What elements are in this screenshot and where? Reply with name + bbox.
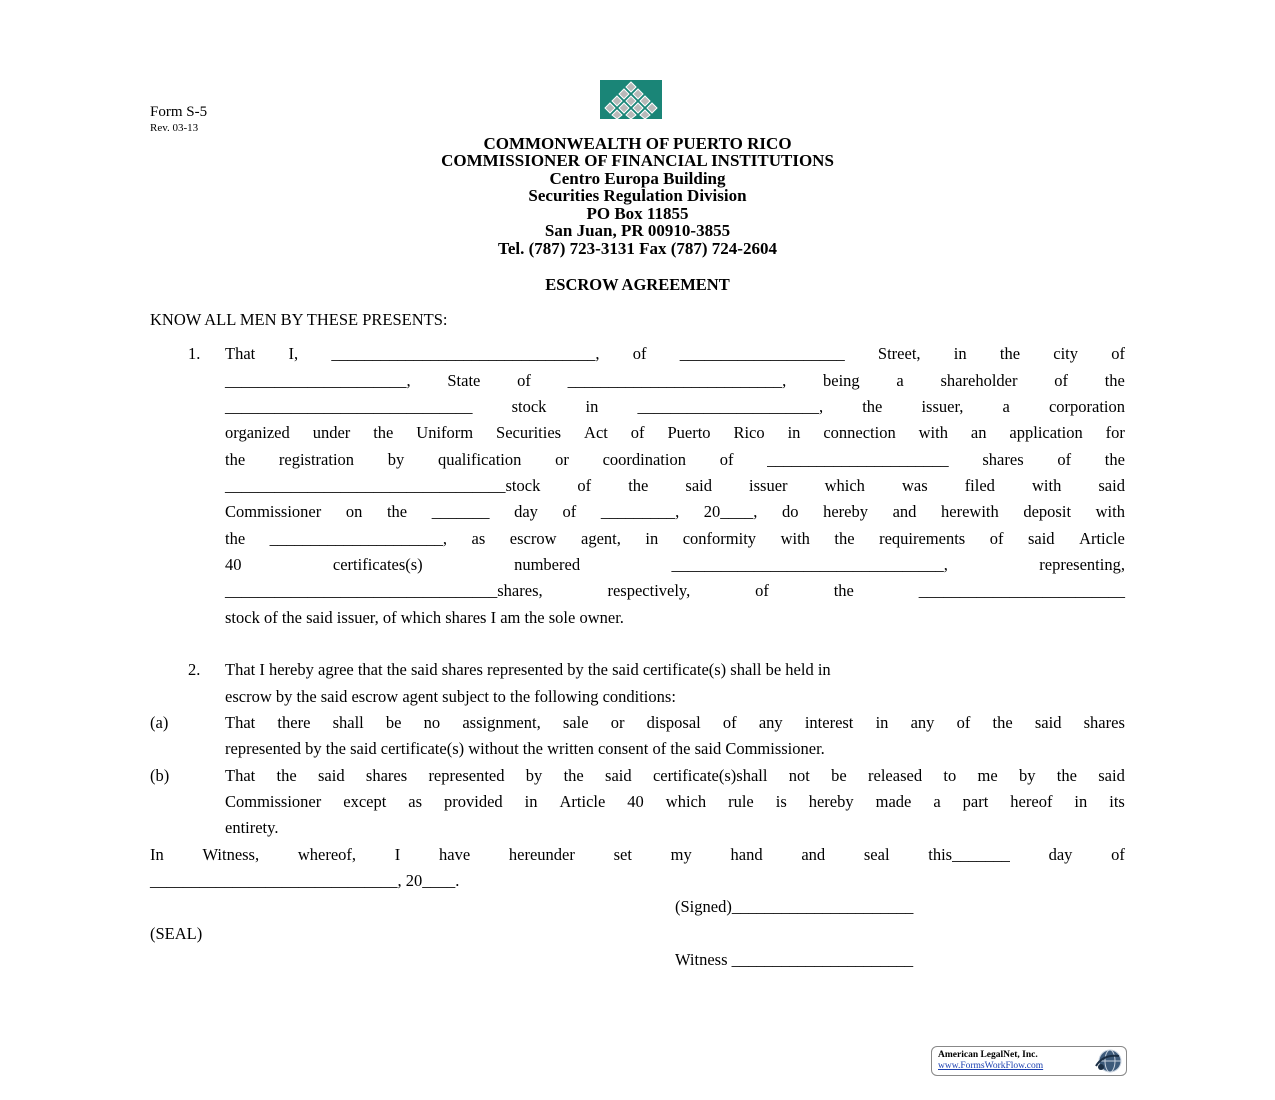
word: not [788, 766, 810, 785]
word: with [780, 529, 810, 548]
word: day [1048, 845, 1073, 864]
word: Article [559, 792, 606, 811]
word: in [585, 397, 599, 416]
word: the [563, 766, 584, 785]
word: That [225, 766, 256, 785]
word: ______________________________ [225, 397, 473, 416]
paragraph-2-line-1: That I hereby agree that the said shares represented by the said certificate(s) shall be held in [225, 660, 831, 679]
word: be [385, 713, 402, 732]
word: 40 [627, 792, 644, 811]
word: ______________________, [225, 371, 411, 390]
publisher-badge [931, 1046, 1127, 1076]
word: the [833, 581, 854, 600]
word: __________________________, [567, 371, 787, 390]
word: of [632, 344, 647, 363]
word: shall [332, 713, 364, 732]
word: the [1104, 450, 1125, 469]
word: or [610, 713, 625, 732]
word: as [408, 792, 423, 811]
word: respectively, [607, 581, 691, 600]
word: shares [1083, 713, 1125, 732]
word: set [613, 845, 632, 864]
word: which [665, 792, 707, 811]
word: being [823, 371, 860, 390]
word: with [1031, 476, 1062, 495]
word: stock [511, 397, 547, 416]
witness-clause-line-1 [150, 845, 1125, 865]
word: this_______ [928, 845, 1010, 864]
word: is [775, 792, 787, 811]
word: seal [863, 845, 890, 864]
word: in [524, 792, 538, 811]
word: certificates(s) [332, 555, 423, 574]
word: shareholder [940, 371, 1018, 390]
word: of [722, 713, 737, 732]
word: as [471, 529, 486, 548]
word: hereof [1010, 792, 1053, 811]
word: of [517, 371, 531, 390]
publisher-name: American LegalNet, Inc. [938, 1050, 1038, 1060]
word: in [645, 529, 659, 548]
word: requirements [879, 529, 966, 548]
word: State [447, 371, 481, 390]
paragraph-2-line-2: escrow by the said escrow agent subject to the following conditions: [225, 687, 676, 706]
word: of [1054, 371, 1068, 390]
word: _________________________________, [671, 555, 948, 574]
word: rule [728, 792, 754, 811]
word: me [977, 766, 998, 785]
header-line-3: Centro Europa Building [549, 169, 726, 188]
word: Commissioner [225, 792, 322, 811]
word: the [386, 502, 408, 521]
word: interest [804, 713, 854, 732]
word: filed [964, 476, 995, 495]
seal-label: (SEAL) [150, 924, 203, 943]
witness-signature-line[interactable]: Witness ______________________ [675, 950, 914, 969]
word: _________, [600, 502, 680, 521]
word: conformity [682, 529, 757, 548]
word: Uniform [416, 423, 474, 442]
word: with [918, 423, 948, 442]
word: and [801, 845, 826, 864]
condition-b-line-3: entirety. [225, 818, 279, 837]
document-title: ESCROW AGREEMENT [545, 275, 730, 294]
paragraph-2-number: 2. [188, 660, 201, 679]
word: was [901, 476, 928, 495]
witness-clause-line-2: ______________________________, 20____. [150, 871, 460, 890]
word: 20____, [703, 502, 758, 521]
word: deposit [1023, 502, 1072, 521]
word: ____________________ [679, 344, 845, 363]
word: with [1095, 502, 1125, 521]
condition-b-label: (b) [150, 766, 170, 785]
condition-a-label: (a) [150, 713, 169, 732]
condition-b-line-2 [225, 792, 1125, 812]
word: _______ [431, 502, 490, 521]
form-number: Form S-5 [150, 104, 208, 120]
paragraph-1-line-7 [225, 502, 1125, 522]
word: under [312, 423, 351, 442]
word: city [1053, 344, 1079, 363]
word: assignment, [462, 713, 541, 732]
word: numbered [514, 555, 581, 574]
word: _____________________, [269, 529, 448, 548]
word: corporation [1048, 397, 1125, 416]
word: Puerto [667, 423, 711, 442]
header-line-6: San Juan, PR 00910-3855 [544, 221, 731, 240]
word: I, [288, 344, 299, 363]
word: made [875, 792, 912, 811]
word: by [525, 766, 543, 785]
signature-line[interactable]: (Signed)______________________ [675, 897, 914, 916]
word: I [394, 845, 401, 864]
word: That [225, 713, 256, 732]
word: Witness, [202, 845, 260, 864]
word: the [628, 476, 649, 495]
word: the [992, 713, 1013, 732]
word: released [868, 766, 923, 785]
word: of [577, 476, 592, 495]
word: by [1018, 766, 1036, 785]
word: disposal [646, 713, 701, 732]
word: said [1027, 529, 1055, 548]
word: _________________________ [918, 581, 1125, 600]
word: the [276, 766, 297, 785]
word: said [1098, 476, 1125, 495]
paragraph-1-line-3 [225, 397, 1125, 417]
word: a [1002, 397, 1010, 416]
word: said [685, 476, 712, 495]
word: the [999, 344, 1021, 363]
word: of [989, 529, 1004, 548]
paragraph-1-line-2 [225, 371, 1125, 391]
word: the [1056, 766, 1077, 785]
word: the [1104, 371, 1125, 390]
word: the [225, 529, 246, 548]
word: to [943, 766, 957, 785]
word: represented [428, 766, 505, 785]
word: That [225, 344, 256, 363]
word: In [150, 845, 164, 864]
agency-logo [600, 80, 662, 119]
word: Article [1079, 529, 1125, 548]
form-revision: Rev. 03-13 [150, 122, 199, 134]
word: registration [278, 450, 355, 469]
word: have [439, 845, 471, 864]
paragraph-1-line-1 [225, 344, 1125, 364]
header-line-2: COMMISSIONER OF FINANCIAL INSTITUTIONS [441, 151, 834, 170]
word: which [824, 476, 865, 495]
word: Rico [733, 423, 765, 442]
word: representing, [1039, 555, 1125, 574]
header-line-5: PO Box 11855 [586, 204, 689, 223]
word: my [670, 845, 692, 864]
word: whereof, [297, 845, 357, 864]
word: _________________________________shares, [225, 581, 543, 600]
condition-a-line-1 [225, 713, 1125, 733]
word: of [1057, 450, 1072, 469]
word: of [630, 423, 645, 442]
header-line-7: Tel. (787) 723-3131 Fax (787) 724-2604 [498, 239, 777, 258]
word: part [962, 792, 989, 811]
word: in [875, 713, 889, 732]
paragraph-1-line-8 [225, 529, 1125, 549]
header-line-4: Securities Regulation Division [528, 186, 747, 205]
word: a [933, 792, 941, 811]
word: or [555, 450, 569, 469]
word: qualification [437, 450, 522, 469]
paragraph-1-line-9 [225, 555, 1125, 575]
word: there [277, 713, 311, 732]
paragraph-1-line-6 [225, 476, 1125, 496]
word: herewith [941, 502, 999, 521]
word: shares [365, 766, 408, 785]
word: Act [584, 423, 608, 442]
word: an [970, 423, 987, 442]
paragraph-1-line-11: stock of the said issuer, of which shares I am the sole owner. [225, 608, 624, 627]
condition-a-line-2: represented by the said certificate(s) without the written consent of the said Commissioner. [225, 739, 825, 758]
header-line-1: COMMONWEALTH OF PUERTO RICO [483, 134, 792, 153]
word: shares [982, 450, 1024, 469]
word: day [514, 502, 538, 521]
word: application [1009, 423, 1083, 442]
word: said [318, 766, 345, 785]
globe-icon [1093, 1048, 1123, 1074]
word: no [423, 713, 441, 732]
paragraph-1-line-10 [225, 581, 1125, 601]
word: agent, [581, 529, 621, 548]
word: Securities [496, 423, 562, 442]
word: be [831, 766, 847, 785]
word: the [373, 423, 394, 442]
word: of [719, 450, 734, 469]
publisher-link[interactable]: www.FormsWorkFlow.com [938, 1061, 1044, 1071]
word: coordination [602, 450, 686, 469]
word: escrow [509, 529, 557, 548]
word: said [1034, 713, 1062, 732]
word: the [862, 397, 883, 416]
paragraph-1-line-4 [225, 423, 1125, 443]
word: ______________________ [767, 450, 949, 469]
condition-b-line-1 [225, 766, 1125, 786]
word: its [1109, 792, 1125, 811]
word: in [787, 423, 801, 442]
word: certificate(s)shall [652, 766, 768, 785]
word: said [605, 766, 632, 785]
word: hereunder [508, 845, 575, 864]
word: any [758, 713, 783, 732]
diamond-lattice-icon [600, 80, 662, 119]
word: in [1074, 792, 1088, 811]
word: hereby [823, 502, 869, 521]
word: on [345, 502, 363, 521]
word: issuer, [921, 397, 964, 416]
word: hereby [808, 792, 854, 811]
word: the [834, 529, 855, 548]
word: a [896, 371, 904, 390]
word: 40 [225, 555, 242, 574]
paragraph-1-line-5 [225, 450, 1125, 470]
word: __________________________________stock [225, 476, 541, 495]
word: except [343, 792, 387, 811]
word: issuer [749, 476, 788, 495]
word: sale [562, 713, 589, 732]
word: Commissioner [225, 502, 322, 521]
word: Street, [877, 344, 921, 363]
word: of [755, 581, 769, 600]
paragraph-1-number: 1. [188, 344, 201, 363]
word: of [1111, 845, 1125, 864]
word: by [387, 450, 405, 469]
word: ______________________, [637, 397, 824, 416]
word: of [956, 713, 971, 732]
word: and [892, 502, 917, 521]
word: organized [225, 423, 290, 442]
word: ________________________________, [331, 344, 600, 363]
word: of [1111, 344, 1125, 363]
word: connection [823, 423, 896, 442]
word: for [1105, 423, 1125, 442]
word: do [782, 502, 799, 521]
word: any [910, 713, 935, 732]
word: the [225, 450, 246, 469]
word: of [562, 502, 577, 521]
intro-text: KNOW ALL MEN BY THESE PRESENTS: [150, 310, 448, 329]
word: said [1098, 766, 1125, 785]
word: hand [730, 845, 763, 864]
word: in [953, 344, 967, 363]
word: provided [444, 792, 503, 811]
